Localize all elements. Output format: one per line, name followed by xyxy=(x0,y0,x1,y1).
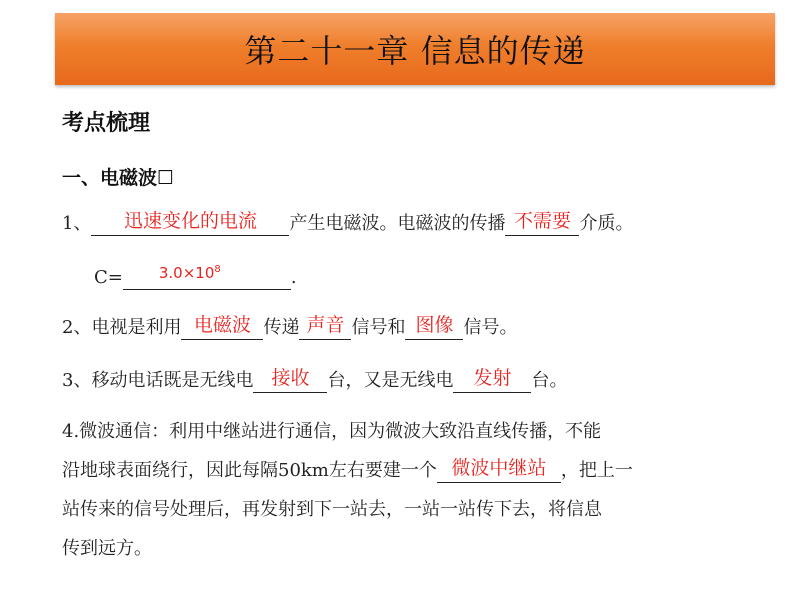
section-heading: 考点梳理 xyxy=(62,111,151,136)
answer-9: 微波中继站 xyxy=(451,457,547,479)
answer-5: 声音 xyxy=(306,314,345,336)
item-4-line-4: 传到远方。 xyxy=(62,538,152,559)
page-title: 第二十一章 信息的传递 xyxy=(244,32,586,70)
item-2-end: 信号。 xyxy=(463,317,518,338)
answer-8: 发射 xyxy=(473,367,512,389)
blank-5 xyxy=(299,314,351,340)
answer-3-base: 3.0×10 xyxy=(158,264,215,282)
checkbox-icon: ☐ xyxy=(157,167,175,189)
answer-6: 图像 xyxy=(415,314,454,336)
blank-7 xyxy=(253,367,327,393)
blank-8 xyxy=(453,367,531,393)
title-banner xyxy=(55,13,775,85)
subsection-label: 一、电磁波 xyxy=(62,167,158,189)
answer-4: 电磁波 xyxy=(193,314,251,336)
answer-1: 迅速变化的电流 xyxy=(123,210,257,232)
item-4-line-1: 4.微波通信：利用中继站进行通信，因为微波大致沿直线传播，不能 xyxy=(62,421,602,442)
blank-6 xyxy=(405,314,463,340)
item-1b-end: . xyxy=(290,267,297,288)
answer-2: 不需要 xyxy=(513,210,571,232)
blank-4 xyxy=(181,314,263,340)
answer-3-exponent: 8 xyxy=(214,264,221,275)
item-1-mid: 产生电磁波。电磁波的传播 xyxy=(289,213,506,234)
item-1b-prefix: C= xyxy=(94,267,123,288)
item-1-prefix: 1、 xyxy=(62,213,92,234)
item-4-line-2 xyxy=(62,459,633,483)
item-3-end: 台。 xyxy=(531,370,568,391)
subsection-heading xyxy=(62,163,174,190)
blank-3 xyxy=(123,264,291,290)
blank-1 xyxy=(91,210,289,236)
item-2-mid1: 传递 xyxy=(263,317,300,338)
blank-2 xyxy=(505,210,579,236)
item-4-line-3: 站传来的信号处理后，再发射到下一站去，一站一站传下去，将信息 xyxy=(62,499,602,520)
answer-7: 接收 xyxy=(271,367,310,389)
item-1-end: 介质。 xyxy=(579,213,634,234)
item-2-mid2: 信号和 xyxy=(351,317,406,338)
answer-3 xyxy=(159,258,291,285)
blank-9 xyxy=(437,457,561,483)
item-1 xyxy=(62,212,633,236)
item-4-line-2-prefix: 沿地球表面绕行，因此每隔50km左右要建一个 xyxy=(62,460,437,481)
item-2-prefix: 2、电视是利用 xyxy=(62,317,182,338)
item-3-prefix: 3、移动电话既是无线电 xyxy=(62,370,254,391)
item-3 xyxy=(62,369,567,393)
item-3-mid: 台，又是无线电 xyxy=(327,370,454,391)
item-1b xyxy=(94,266,297,290)
item-2 xyxy=(62,316,517,340)
item-4-line-2-end: ，把上一 xyxy=(560,460,633,481)
